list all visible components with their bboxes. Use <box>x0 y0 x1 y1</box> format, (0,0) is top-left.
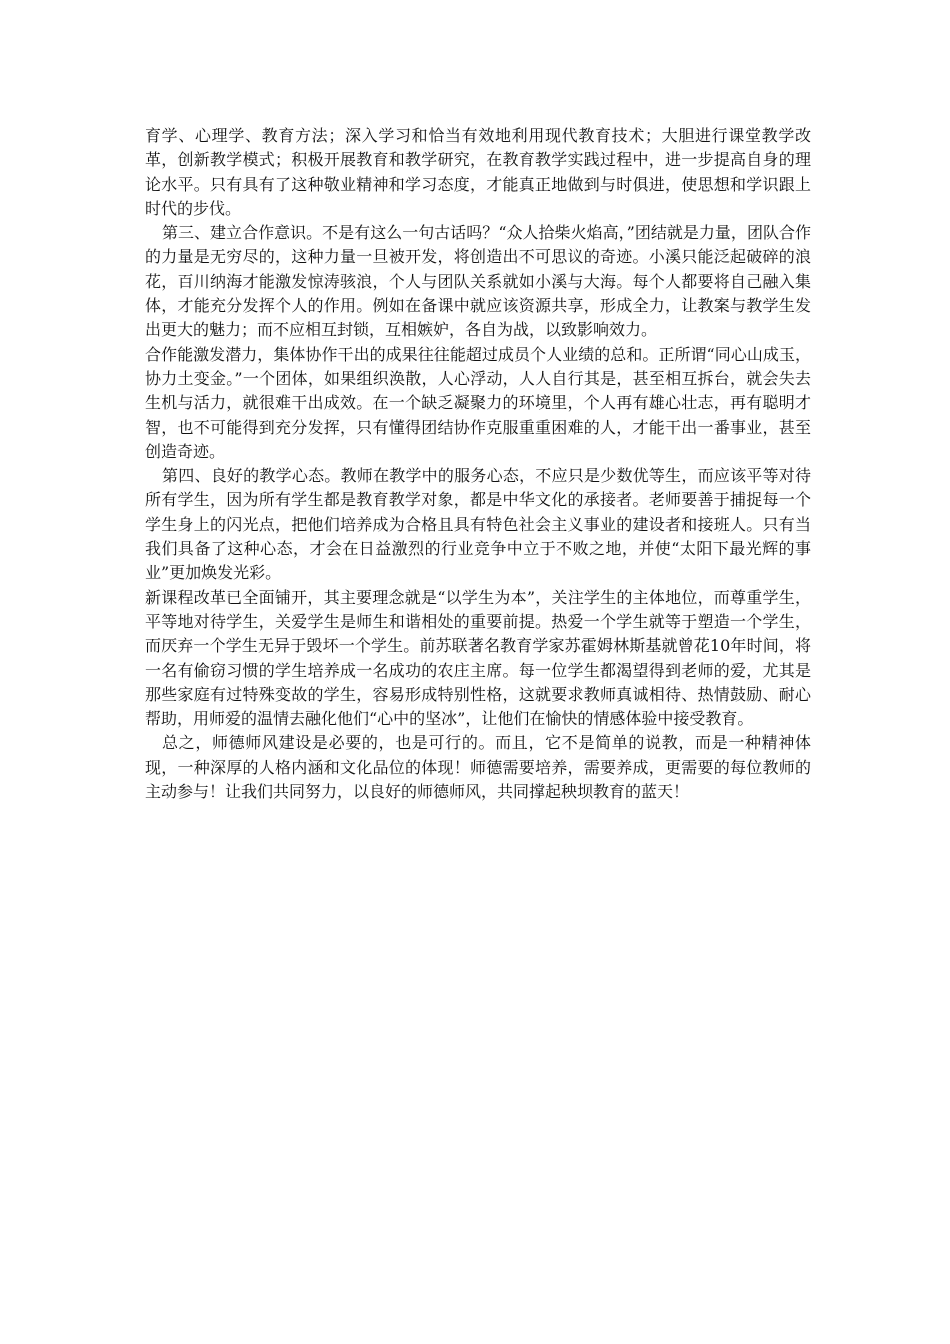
paragraph-cooperation: 第三、建立合作意识。不是有这么一句古话吗？“众人拾柴火焰高，”团结就是力量，团队合作的力量是无穷尽的，这种力量一旦被开发，将创造出不可思议的奇迹。小溪只能泛起破碎的浪花，百川纳海才能激发惊涛骇浪，个人与团队关系就如小溪与大海。每个人都要将自己融入集体，才能充分发挥个人的作用。例如在备课中就应该资源共享，形成全力，让教案与教学生发出更大的魅力；而不应相互封锁，互相嫉妒，各自为战，以致影响效力。 <box>145 223 811 340</box>
document-body <box>145 124 811 804</box>
paragraph-curriculum-reform: 新课程改革已全面铺开，其主要理念就是“以学生为本”，关注学生的主体地位，而尊重学生，平等地对待学生，关爱学生是师生和谐相处的重要前提。热爱一个学生就等于塑造一个学生，而厌弃一个学生无异于毁坏一个学生。前苏联著名教育学家苏霍姆林斯基就曾花10年时间，将一名有偷窃习惯的学生培养成一名成功的农庄主席。每一位学生都渴望得到老师的爱，尤其是那些家庭有过特殊变故的学生，容易形成特别性格，这就要求教师真诚相待、热情鼓励、耐心帮助，用师爱的温情去融化他们“心中的坚冰”，让他们在愉快的情感体验中接受教育。 <box>145 587 811 729</box>
paragraph-conclusion: 总之，师德师风建设是必要的，也是可行的。而且，它不是简单的说教，而是一种精神体现，一种深厚的人格内涵和文化品位的体现！师德需要培养，需要养成，更需要的每位教师的主动参与！让我们共同努力，以良好的师德师风，共同撑起秧坝教育的蓝天！ <box>145 733 811 802</box>
paragraph-cooperation-potential: 合作能激发潜力，集体协作干出的成果往往能超过成员个人业绩的总和。正所谓“同心山成玉，协力土变金。”一个团体，如果组织涣散，人心浮动，人人自行其是，甚至相互拆台，就会失去生机与活力，就很难干出成效。在一个缺乏凝聚力的环境里，个人再有雄心壮志，再有聪明才智，也不可能得到充分发挥，只有懂得团结协作克服重重困难的人，才能干出一番事业，甚至创造奇迹。 <box>145 344 811 461</box>
paragraph-continuation: 育学、心理学、教育方法；深入学习和恰当有效地利用现代教育技术；大胆进行课堂教学改革，创新教学模式；积极开展教育和教学研究，在教育教学实践过程中，进一步提高自身的理论水平。只有具有了这种敬业精神和学习态度，才能真正地做到与时俱进，使思想和学识跟上时代的步伐。 <box>145 126 811 218</box>
paragraph-teaching-mindset: 第四、良好的教学心态。教师在教学中的服务心态，不应只是少数优等生，而应该平等对待所有学生，因为所有学生都是教育教学对象，都是中华文化的承接者。老师要善于捕捉每一个学生身上的闪光点，把他们培养成为合格且具有特色社会主义事业的建设者和接班人。只有当我们具备了这种心态，才会在日益激烈的行业竞争中立于不败之地，并使“太阳下最光辉的事业”更加焕发光彩。 <box>145 466 811 583</box>
